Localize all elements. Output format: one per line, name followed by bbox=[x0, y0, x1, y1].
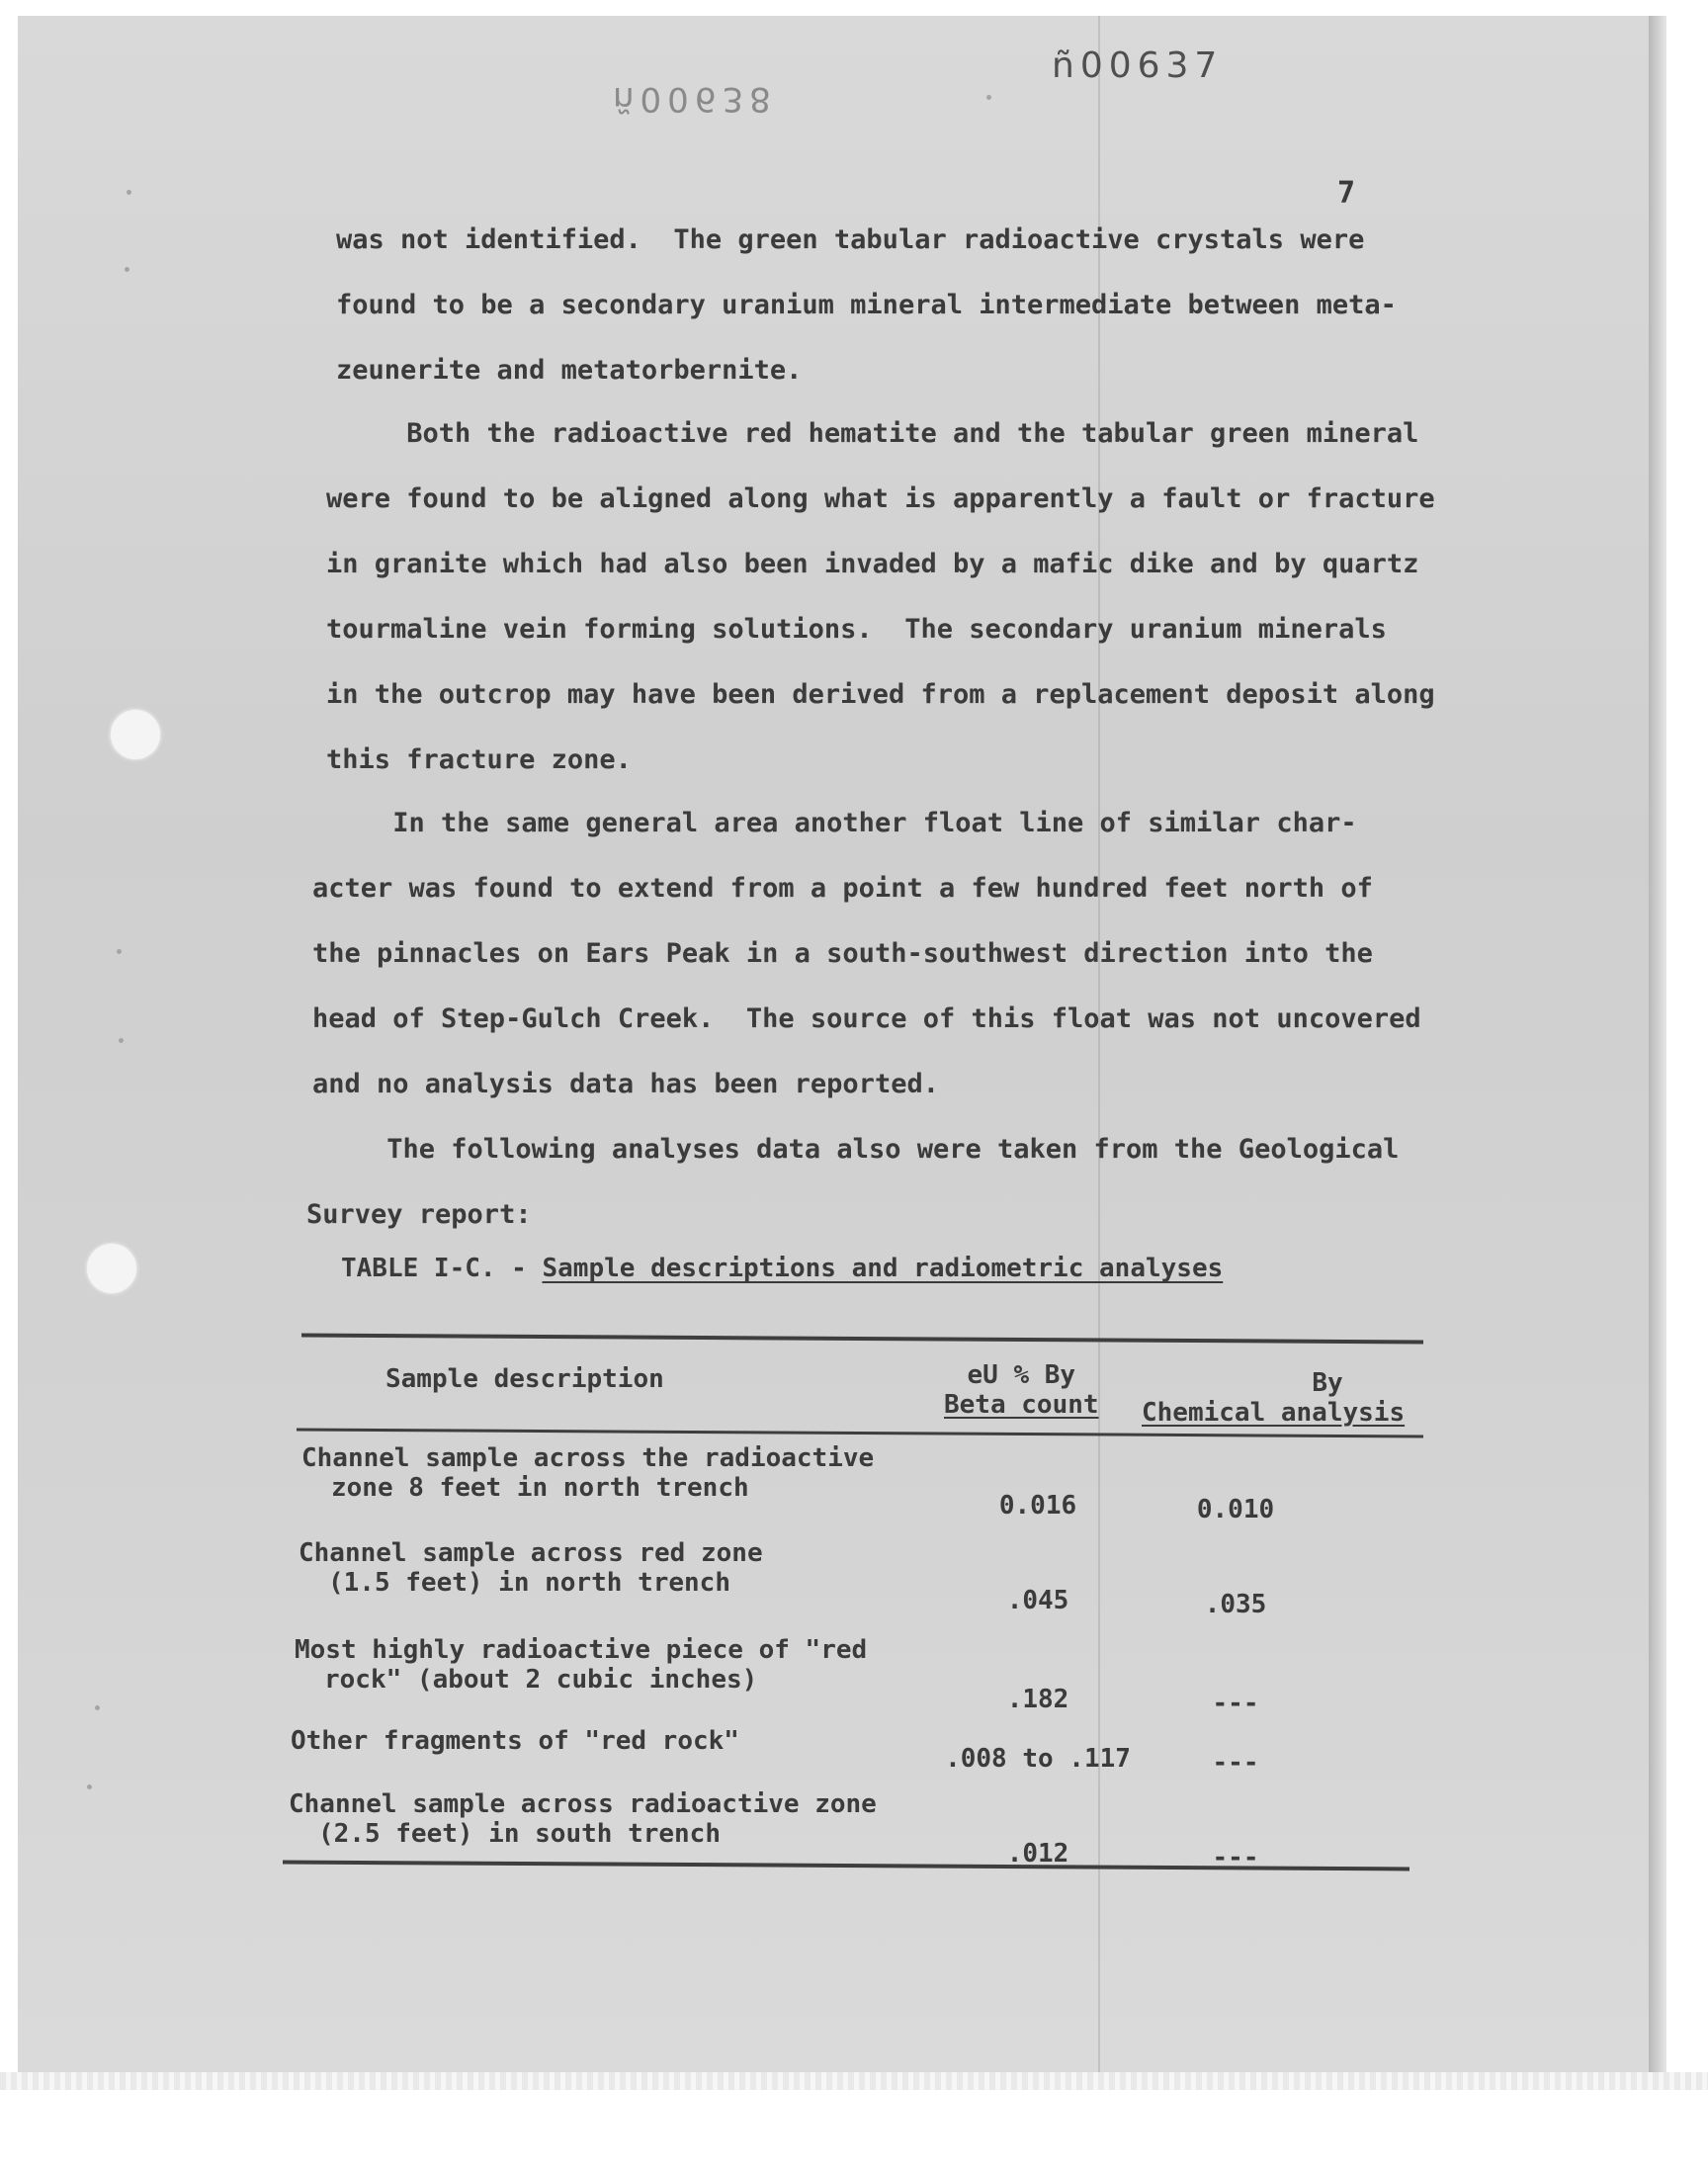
header-line: eU % By bbox=[967, 1360, 1076, 1390]
speck bbox=[117, 949, 122, 954]
beta-count-value: .012 bbox=[1006, 1839, 1069, 1869]
description-line: Other fragments of "red rock" bbox=[291, 1726, 739, 1756]
text-line: and no analysis data has been reported. bbox=[312, 1069, 939, 1099]
description-line: Channel sample across red zone bbox=[299, 1538, 763, 1568]
text-line: tourmaline vein forming solutions. The secondary uranium minerals bbox=[326, 614, 1387, 645]
paragraph-3 bbox=[312, 791, 1421, 1117]
text-line: head of Step-Gulch Creek. The source of this float was not uncovered bbox=[312, 1003, 1421, 1034]
description-line: rock" (about 2 cubic inches) bbox=[324, 1665, 758, 1695]
text-line: found to be a secondary uranium mineral intermediate between meta- bbox=[336, 290, 1397, 320]
page-number: 7 bbox=[1337, 176, 1356, 211]
text-line: in granite which had also been invaded by a mafic dike and by quartz bbox=[326, 549, 1419, 579]
column-header-beta-count bbox=[944, 1360, 1099, 1420]
table-caption-prefix: TABLE I-C. - bbox=[341, 1254, 543, 1283]
chemical-analysis-value: --- bbox=[1212, 1843, 1259, 1872]
text-line: zeunerite and metatorbernite. bbox=[336, 355, 803, 386]
sheet-edge bbox=[1649, 16, 1666, 2072]
beta-count-value: .182 bbox=[1006, 1685, 1069, 1714]
sample-description bbox=[301, 1443, 874, 1503]
text-line: this fracture zone. bbox=[326, 744, 632, 775]
header-line: By bbox=[1312, 1368, 1343, 1398]
table-caption bbox=[341, 1254, 1223, 1283]
paragraph-4 bbox=[306, 1117, 1399, 1248]
speck bbox=[119, 1038, 124, 1043]
speck bbox=[87, 1784, 92, 1789]
text-line: acter was found to extend from a point a few hundred feet north of bbox=[312, 873, 1373, 904]
sample-description bbox=[289, 1789, 877, 1849]
speck bbox=[125, 267, 129, 272]
mirrored-document-number-stamp: ñ00638 bbox=[613, 79, 777, 119]
description-line: (1.5 feet) in north trench bbox=[328, 1568, 730, 1598]
text-line: were found to be aligned along what is apparently a fault or fracture bbox=[326, 483, 1435, 514]
header-line: Beta count bbox=[944, 1390, 1099, 1420]
text-line: In the same general area another float line of similar char- bbox=[312, 808, 1357, 838]
chemical-analysis-value: .035 bbox=[1204, 1590, 1267, 1619]
description-line: zone 8 feet in north trench bbox=[331, 1473, 749, 1503]
paragraph-1 bbox=[336, 208, 1397, 403]
punch-hole-icon bbox=[87, 1244, 136, 1293]
scan-bottom-strip bbox=[0, 2072, 1708, 2090]
document-number-stamp: ñ00637 bbox=[1052, 45, 1224, 86]
column-header-description: Sample description bbox=[385, 1364, 664, 1394]
speck bbox=[95, 1705, 100, 1710]
beta-count-value: .045 bbox=[1006, 1586, 1069, 1615]
paragraph-2 bbox=[326, 401, 1435, 793]
description-line: Channel sample across radioactive zone bbox=[289, 1789, 877, 1819]
sample-description bbox=[295, 1635, 867, 1695]
speck bbox=[986, 95, 991, 100]
beta-count-value: 0.016 bbox=[998, 1491, 1077, 1521]
description-line: (2.5 feet) in south trench bbox=[318, 1819, 721, 1849]
punch-hole-icon bbox=[111, 710, 160, 759]
description-line: Most highly radioactive piece of "red bbox=[295, 1635, 868, 1665]
chemical-analysis-value: 0.010 bbox=[1196, 1495, 1275, 1524]
column-header-chemical-analysis bbox=[1142, 1368, 1405, 1428]
text-line: Both the radioactive red hematite and the tabular green mineral bbox=[326, 418, 1419, 449]
sample-description bbox=[291, 1726, 739, 1756]
text-line: in the outcrop may have been derived from a replacement deposit along bbox=[326, 679, 1435, 710]
text-line: Survey report: bbox=[306, 1199, 532, 1230]
header-line: Chemical analysis bbox=[1142, 1398, 1406, 1428]
speck bbox=[127, 190, 131, 195]
text-line: the pinnacles on Ears Peak in a south-southwest direction into the bbox=[312, 938, 1373, 969]
analysis-table bbox=[287, 1345, 1433, 1878]
chemical-analysis-value: --- bbox=[1212, 1748, 1259, 1778]
sample-description bbox=[299, 1538, 763, 1598]
beta-count-value: .008 to .117 bbox=[945, 1744, 1131, 1774]
text-line: was not identified. The green tabular radioactive crystals were bbox=[336, 224, 1365, 255]
description-line: Channel sample across the radioactive bbox=[301, 1443, 875, 1473]
chemical-analysis-value: --- bbox=[1212, 1689, 1259, 1718]
table-caption-title: Sample descriptions and radiometric analyses bbox=[542, 1254, 1224, 1283]
text-line: The following analyses data also were taken from the Geological bbox=[306, 1134, 1400, 1165]
